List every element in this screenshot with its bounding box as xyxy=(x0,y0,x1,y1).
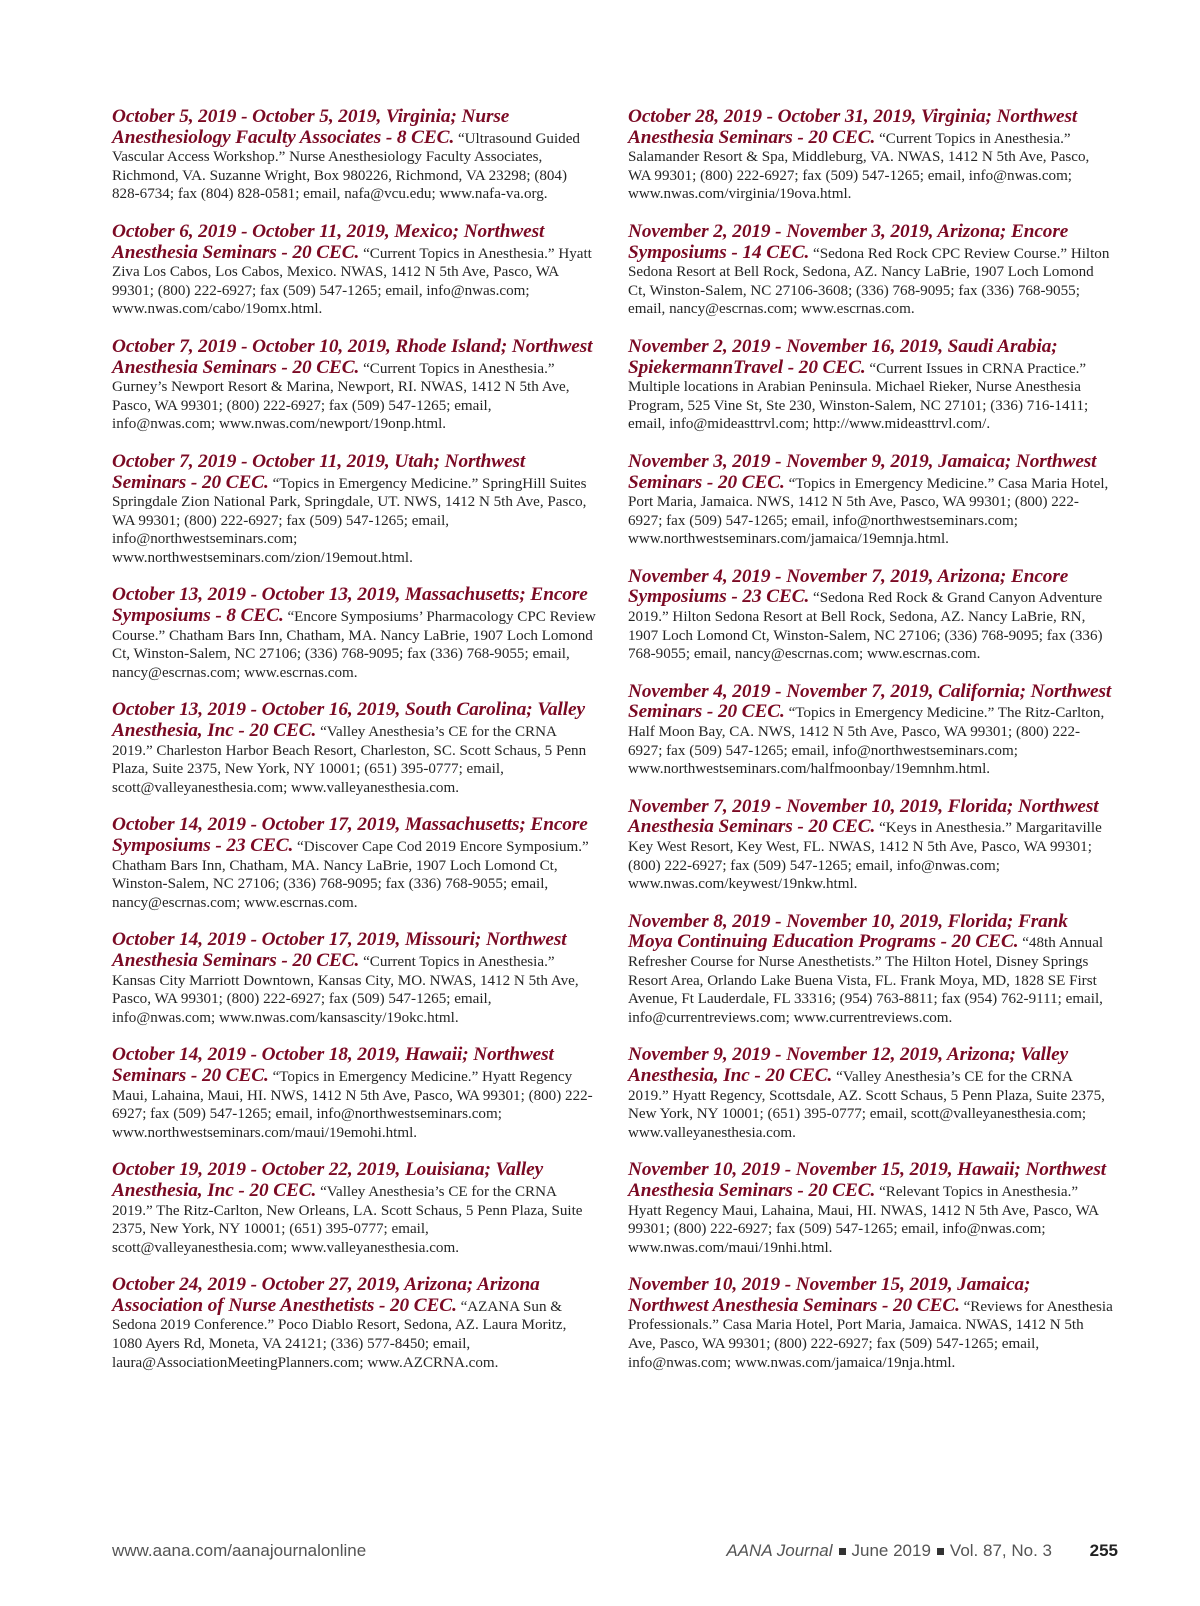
entry-body: “Discover Cape Cod 2019 Encore Symposium.” Chatham Bars Inn, Chatham, MA. Nancy LaBrie, 1907 Loch Lomond Ct, Winston-Salem, NC 27106; (336) 768-9095; fax (336) 768-9055; email, nancy@escrnas.com; www.escrnas.com. xyxy=(112,839,589,911)
entry-body: “Topics in Emergency Medicine.” Hyatt Regency Maui, Lahaina, Maui, HI. NWS, 1412 N 5th Ave, Pasco, WA 99301; (800) 222-6927; fax (509) 547-1265; email, info@northwestseminars.com; www.northwestseminars.com/maui/19emohi.html. xyxy=(112,1068,593,1141)
entry-body: “Sedona Red Rock CPC Review Course.” Hilton Sedona Resort at Bell Rock, Sedona, AZ. Nancy LaBrie, 1907 Loch Lomond Ct, Winston-Salem, NC 27106-3608; (336) 768-9095; fax (336) 768-9055; email, nancy@escrnas.com; www.escrnas.com. xyxy=(628,245,1110,318)
entry-body: “Valley Anesthesia’s CE for the CRNA 2019.” Hyatt Regency, Scottsdale, AZ. Scott Schaus, 5 Penn Plaza, Suite 2375, New York, NY 10001; (651) 395-0777; email, scott@valleyanesthesia.com; www.valleyanesthesia.com. xyxy=(628,1068,1105,1141)
entry-heading: October 5, 2019 - October 5, 2019, Virginia; Nurse Anesthesiology Faculty Associates - 8 CEC. xyxy=(112,106,510,148)
listing-entry xyxy=(112,337,597,434)
listing-entry xyxy=(112,1160,597,1257)
entry-heading: October 13, 2019 - October 13, 2019, Massachusetts; Encore Symposiums - 8 CEC. xyxy=(112,584,588,627)
entry-body: “Valley Anesthesia’s CE for the CRNA 2019.” Charleston Harbor Beach Resort, Charleston, SC. Scott Schaus, 5 Penn Plaza, Suite 2375, New York, NY 10001; (651) 395-0777; email, scott@valleyanesthesia.com; www.valleyanesthesia.com. xyxy=(112,724,587,796)
entry-heading: October 14, 2019 - October 17, 2019, Missouri; Northwest Anesthesia Seminars - 20 CEC. xyxy=(112,929,567,971)
entry-body: “Relevant Topics in Anesthesia.” Hyatt Regency Maui, Lahaina, Maui, HI. NWAS, 1412 N 5th Ave, Pasco, WA 99301; (800) 222-6927; fax (509) 547-1265; email, info@nwas.com; www.nwas.com/maui/19nhi.html. xyxy=(628,1183,1099,1256)
listing-entry xyxy=(628,682,1113,779)
listing-entry xyxy=(112,930,597,1027)
entry-heading: October 19, 2019 - October 22, 2019, Louisiana; Valley Anesthesia, Inc - 20 CEC. xyxy=(112,1159,544,1201)
entry-heading: November 2, 2019 - November 3, 2019, Arizona; Encore Symposiums - 14 CEC. xyxy=(628,220,1069,263)
entry-heading: November 10, 2019 - November 15, 2019, Jamaica; Northwest Anesthesia Seminars - 20 CEC. xyxy=(628,1274,1031,1316)
listing-entry xyxy=(628,797,1113,894)
entry-body: “Current Topics in Anesthesia.” Salamander Resort & Spa, Middleburg, VA. NWAS, 1412 N 5th Ave, Pasco, WA 99301; (800) 222-6927; fax (509) 547-1265; email, info@nwas.com; www.nwas.com/virginia/19ova.html. xyxy=(628,130,1090,203)
listing-entry xyxy=(628,222,1113,319)
entry-heading: October 24, 2019 - October 27, 2019, Arizona; Arizona Association of Nurse Anesthetists - 20 CEC. xyxy=(112,1274,540,1316)
entry-heading: October 7, 2019 - October 11, 2019, Utah; Northwest Seminars - 20 CEC. xyxy=(112,450,526,493)
listing-entry xyxy=(628,1160,1113,1257)
entry-body: “Ultrasound Guided Vascular Access Workshop.” Nurse Anesthesiology Faculty Associates, Richmond, VA. Suzanne Wright, Box 980226, Richmond, VA 23298; (804) 828-6734; fax (804) 828-0581; email, nafa@vcu.edu; www.nafa-va.org. xyxy=(112,130,580,203)
entry-heading: November 9, 2019 - November 12, 2019, Arizona; Valley Anesthesia, Inc - 20 CEC. xyxy=(628,1044,1069,1086)
square-bullet-icon xyxy=(839,1548,846,1555)
listing-entry xyxy=(112,222,597,319)
entry-heading: October 14, 2019 - October 17, 2019, Massachusetts; Encore Symposiums - 23 CEC. xyxy=(112,814,588,856)
listing-entry xyxy=(628,1275,1113,1372)
entry-body: “Topics in Emergency Medicine.” The Ritz-Carlton, Half Moon Bay, CA. NWS, 1412 N 5th Ave, Pasco, WA 99301; (800) 222-6927; fax (509) 547-1265; email, info@northwestseminars.com; www.northwestseminars.com/halfmoonbay/19emnhm.html. xyxy=(628,705,1105,778)
listing-entry xyxy=(112,585,597,682)
listing-entry xyxy=(112,815,597,912)
issue-date: June 2019 xyxy=(851,1541,931,1560)
entry-heading: October 13, 2019 - October 16, 2019, South Carolina; Valley Anesthesia, Inc - 20 CEC. xyxy=(112,699,585,742)
square-bullet-icon xyxy=(937,1548,944,1555)
entry-body: “Sedona Red Rock & Grand Canyon Adventure 2019.” Hilton Sedona Resort at Bell Rock, Sedona, AZ. Nancy LaBrie, RN, 1907 Loch Lomond Ct, Winston-Salem, NC 27106; (336) 768-9095; fax (336) 768-9055; email, nancy@escrnas.com; www.escrnas.com. xyxy=(628,590,1103,663)
page-footer xyxy=(112,1541,1118,1565)
entry-heading: November 8, 2019 - November 10, 2019, Florida; Frank Moya Continuing Education Programs - 20 CEC. xyxy=(628,910,1068,953)
listing-entry xyxy=(112,700,597,797)
entry-heading: October 14, 2019 - October 18, 2019, Hawaii; Northwest Seminars - 20 CEC. xyxy=(112,1044,554,1086)
footer-journal-info xyxy=(726,1541,1052,1561)
listing-entry xyxy=(112,1045,597,1142)
entry-body: “Current Topics in Anesthesia.” Kansas City Marriott Downtown, Kansas City, MO. NWAS, 1412 N 5th Ave, Pasco, WA 99301; (800) 222-6927; fax (509) 547-1265; email, info@nwas.com; www.nwas.com/kansascity/19okc.html. xyxy=(112,953,579,1026)
listing-entry xyxy=(112,1275,597,1372)
entry-heading: November 2, 2019 - November 16, 2019, Saudi Arabia; SpiekermannTravel - 20 CEC. xyxy=(628,335,1058,378)
journal-name: AANA Journal xyxy=(726,1541,833,1560)
entry-body: “Encore Symposiums’ Pharmacology CPC Review Course.” Chatham Bars Inn, Chatham, MA. Nancy LaBrie, 1907 Loch Lomond Ct, Winston-Salem, NC 27106; (336) 768-9095; fax (336) 768-9055; email, nancy@escrnas.com; www.escrnas.com. xyxy=(112,609,596,681)
listing-entry xyxy=(112,452,597,568)
entry-heading: October 6, 2019 - October 11, 2019, Mexico; Northwest Anesthesia Seminars - 20 CEC. xyxy=(112,220,545,263)
entry-heading: November 7, 2019 - November 10, 2019, Florida; Northwest Anesthesia Seminars - 20 CEC. xyxy=(628,795,1099,838)
entry-body: “Topics in Emergency Medicine.” Casa Maria Hotel, Port Maria, Jamaica. NWS, 1412 N 5th Ave, Pasco, WA 99301; (800) 222-6927; fax (509) 547-1265; email, info@northwestseminars.com; www.northwestseminars.com/jamaica/19emnja.html. xyxy=(628,475,1109,548)
entry-heading: October 28, 2019 - October 31, 2019, Virginia; Northwest Anesthesia Seminars - 20 CEC. xyxy=(628,106,1078,148)
entry-heading: November 3, 2019 - November 9, 2019, Jamaica; Northwest Seminars - 20 CEC. xyxy=(628,450,1097,493)
entry-body: “Current Topics in Anesthesia.” Gurney’s Newport Resort & Marina, Newport, RI. NWAS, 1412 N 5th Ave, Pasco, WA 99301; (800) 222-6927; fax (509) 547-1265; email, info@nwas.com; www.nwas.com/newport/19onp.html. xyxy=(112,360,570,433)
entry-heading: November 10, 2019 - November 15, 2019, Hawaii; Northwest Anesthesia Seminars - 20 CEC. xyxy=(628,1159,1106,1201)
right-column xyxy=(628,107,1113,1390)
entry-body: “Reviews for Anesthesia Professionals.” Casa Maria Hotel, Port Maria, Jamaica. NWAS, 1412 N 5th Ave, Pasco, WA 99301; (800) 222-6927; fax (509) 547-1265; email, info@nwas.com; www.nwas.com/jamaica/19nja.html. xyxy=(628,1298,1113,1371)
page-number: 255 xyxy=(1089,1541,1118,1560)
entry-body: “48th Annual Refresher Course for Nurse Anesthetists.” The Hilton Hotel, Disney Springs Resort Area, Orlando Lake Buena Vista, FL. Frank Moya, MD, 1828 SE First Avenue, Ft Lauderdale, FL 33316; (954) 763-8811; fax (954) 762-9111; email, info@currentreviews.com; www.currentreviews.com. xyxy=(628,935,1104,1026)
footer-url: www.aana.com/aanajournalonline xyxy=(112,1541,367,1560)
entry-body: “Current Topics in Anesthesia.” Hyatt Ziva Los Cabos, Los Cabos, Mexico. NWAS, 1412 N 5th Ave, Pasco, WA 99301; (800) 222-6927; fax (509) 547-1265; email, info@nwas.com; www.nwas.com/cabo/19omx.html. xyxy=(112,245,592,318)
entry-body: “Valley Anesthesia’s CE for the CRNA 2019.” The Ritz-Carlton, New Orleans, LA. Scott Schaus, 5 Penn Plaza, Suite 2375, New York, NY 10001; (651) 395-0777; email, scott@valleyanesthesia.com; www.valleyanesthesia.com. xyxy=(112,1183,583,1256)
listing-entry xyxy=(628,107,1113,204)
entry-heading: November 4, 2019 - November 7, 2019, Arizona; Encore Symposiums - 23 CEC. xyxy=(628,565,1069,608)
volume-issue: Vol. 87, No. 3 xyxy=(949,1541,1052,1560)
entry-body: “Current Issues in CRNA Practice.” Multiple locations in Arabian Peninsula. Michael Rieker, Nurse Anesthesia Program, 525 Vine St, Ste 230, Winston-Salem, NC 27101; (336) 716-1411; email, info@mideasttrvl.com; http://www.mideasttrvl.com/. xyxy=(628,360,1089,433)
listing-entry xyxy=(112,107,597,204)
entry-heading: October 7, 2019 - October 10, 2019, Rhode Island; Northwest Anesthesia Seminars - 20 CEC. xyxy=(112,335,593,378)
listing-entry xyxy=(628,1045,1113,1142)
listing-entry xyxy=(628,912,1113,1028)
listing-entry xyxy=(628,337,1113,434)
entry-body: “AZANA Sun & Sedona 2019 Conference.” Poco Diablo Resort, Sedona, AZ. Laura Moritz, 1080 Ayers Rd, Moneta, VA 24121; (336) 577-8450; email, laura@AssociationMeetingPlanners.com; www.AZCRNA.com. xyxy=(112,1298,567,1371)
entry-body: “Keys in Anesthesia.” Margaritaville Key West Resort, Key West, FL. NWAS, 1412 N 5th Ave, Pasco, WA 99301; (800) 222-6927; fax (509) 547-1265; email, info@nwas.com; www.nwas.com/keywest/19nkw.html. xyxy=(628,820,1102,893)
listing-entry xyxy=(628,452,1113,549)
entry-body: “Topics in Emergency Medicine.” SpringHill Suites Springdale Zion National Park, Springdale, UT. NWS, 1412 N 5th Ave, Pasco, WA 99301; (800) 222-6927; fax (509) 547-1265; email, info@northwestseminars.com; www.northwestseminars.com/zion/19emout.html. xyxy=(112,475,587,566)
left-column xyxy=(112,107,597,1390)
entry-heading: November 4, 2019 - November 7, 2019, California; Northwest Seminars - 20 CEC. xyxy=(628,680,1112,723)
listing-entry xyxy=(628,567,1113,664)
